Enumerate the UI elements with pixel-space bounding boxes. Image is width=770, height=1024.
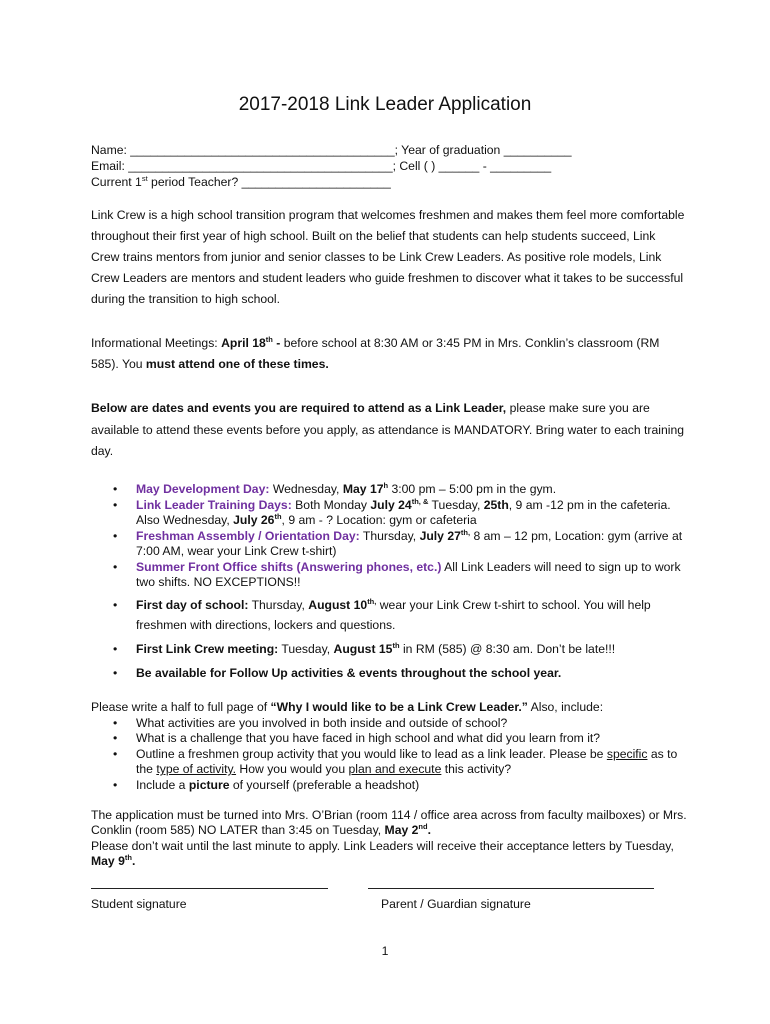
intro-paragraph: Link Crew is a high school transition program that welcomes freshmen and makes them feel more comfortable throughout their first year of high school. Built on the belief that students can help students succeed, Link Crew trains mentors from junior and senior classes to be Link Crew Leaders. As positive role models, Link Crew Leaders are mentors and student leaders who guide freshmen to discover what it takes to be successful during the transition to high school. bbox=[91, 208, 685, 306]
student-signature-line[interactable] bbox=[91, 888, 328, 889]
meetings-label: Informational Meetings: bbox=[91, 336, 222, 350]
list-item: • Include a picture of yourself (preferable a headshot) bbox=[91, 778, 691, 794]
essay-intro: Please write a half to full page of “Why I would like to be a Link Crew Leader.” Also, include: bbox=[91, 700, 604, 714]
list-item: • What is a challenge that you have faced in high school and what did you learn from it? bbox=[91, 731, 691, 747]
deadline-section bbox=[91, 808, 691, 870]
header-fields bbox=[91, 142, 691, 190]
meetings-bold-end: must attend one of these times. bbox=[145, 357, 329, 371]
list-item: • What activities are you involved in both inside and outside of school? bbox=[91, 716, 691, 732]
list-item: • Freshman Assembly / Orientation Day: Thursday, July $27^{th,}$ 8 am – 12 pm, Location: gym (arrive at 7:00 AM, wear your Link Crew t-shirt) bbox=[91, 529, 686, 560]
requirements-bold1: Below are dates and events you bbox=[91, 401, 280, 415]
requirements-bold2: are required to attend as a Link Leader, bbox=[279, 401, 507, 415]
list-item: • May Development Day: Wednesday, May 17$^h$ 3:00 pm – 5:00 pm in the gym. bbox=[91, 482, 686, 497]
parent-signature-label: Parent / Guardian signature bbox=[381, 897, 531, 911]
meetings-date: April 18 bbox=[221, 336, 266, 350]
student-signature-label: Student signature bbox=[91, 897, 187, 911]
parent-signature-line[interactable] bbox=[368, 888, 654, 889]
teacher-prefix: Current 1 bbox=[91, 175, 142, 189]
list-item: • Outline a freshmen group activity that you would like to lead as a link leader. Please be specific as to the type of activity. How you would you plan and execute this activity? bbox=[91, 747, 691, 778]
teacher-suffix: period Teacher? ______________________ bbox=[147, 175, 391, 189]
requirements-paragraph bbox=[91, 398, 686, 463]
essay-section bbox=[91, 700, 691, 794]
list-item: • Summer Front Office shifts (Answering phones, etc.) All Link Leaders will need to sign up to work two shifts. NO EXCEPTIONS!! bbox=[91, 560, 686, 591]
page-title: 2017-2018 Link Leader Application bbox=[238, 94, 532, 115]
page-number: 1 bbox=[381, 944, 389, 958]
list-item: • First Link Crew meeting: Tuesday, August 15th in RM (585) @ 8:30 am. Don’t be late!!! bbox=[91, 639, 686, 659]
list-item: • Link Leader Training Days: Both Monday July $24^{th, \&}$ Tuesday, 25th, 9 am -12 pm in the cafeteria. Also Wednesday, July 26th, 9 am - ? Location: gym or cafeteria bbox=[91, 498, 686, 529]
meetings-dash: - bbox=[272, 336, 284, 350]
list-item: • Be available for Follow Up activities & events throughout the school year. bbox=[91, 663, 686, 683]
name-field-line[interactable]: Name: _______________________________________; Year of graduation __________ bbox=[91, 143, 572, 157]
events-list bbox=[91, 482, 686, 685]
meetings-date-sup: th bbox=[265, 335, 273, 344]
teacher-field-line[interactable] bbox=[91, 174, 691, 190]
meetings-paragraph bbox=[91, 333, 686, 375]
email-field-line[interactable]: Email: _______________________________________; Cell ( ) ______ - _________ bbox=[91, 159, 552, 173]
meetings-text: before school at 8:30 AM or 3:45 PM in Mrs. Conklin’s classroom (RM 585). You bbox=[91, 336, 660, 371]
list-item: • First day of school: Thursday, August $10^{th,}$ wear your Link Crew t-shirt to school. You will help freshmen with directions, lockers and questions. bbox=[91, 595, 686, 635]
deadline-paragraph: The application must be turned into Mrs. O’Brian (room 114 / office area across from faculty mailboxes) or Mrs. Conklin (room 585) NO LATER than 3:45 on Tuesday, May 2nd. bbox=[91, 808, 687, 838]
teacher-sup: st bbox=[141, 174, 148, 183]
essay-quote: “Why I would like to be a Link Crew Leader.” bbox=[270, 700, 528, 714]
requirements-rest: please make sure you are available to attend these events before you apply, as attendance is MANDATORY. Bring water to each training day. bbox=[91, 401, 685, 458]
acceptance-paragraph: Please don’t wait until the last minute to apply. Link Leaders will receive their acceptance letters by Tuesday, May 9th. bbox=[91, 838, 674, 869]
essay-list bbox=[91, 716, 691, 794]
